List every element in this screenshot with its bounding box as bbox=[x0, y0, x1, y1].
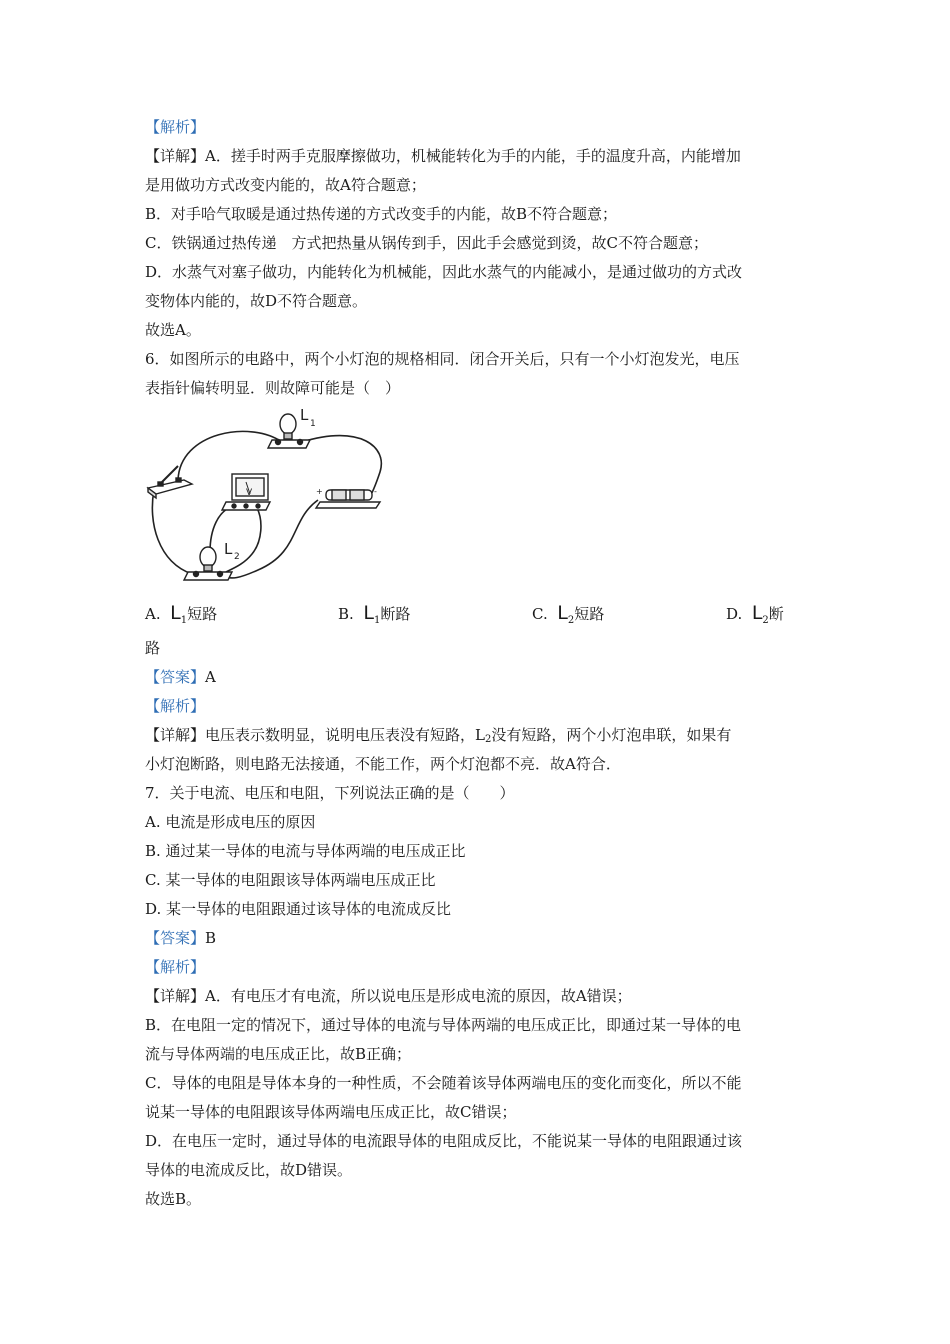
voltmeter-symbol: V bbox=[246, 488, 253, 498]
q7-conclusion: 故选B。 bbox=[145, 1190, 202, 1208]
q6-detail-line-2: 小灯泡断路，则电路无法接通，不能工作，两个灯泡都不亮．故A符合． bbox=[145, 755, 621, 773]
q6-option-b: B. $L_1$断路 bbox=[338, 602, 411, 626]
wire-voltmeter-to-l2-right bbox=[226, 506, 261, 572]
label-l1-sub: 1 bbox=[310, 419, 316, 429]
label-l1: L bbox=[300, 406, 309, 424]
q5-detail-line-2: 是用做功方式改变内能的，故A符合题意； bbox=[145, 176, 426, 194]
q7-detail-line-3: 流与导体两端的电压成正比，故B正确； bbox=[145, 1045, 412, 1063]
q5-detail-line-1: 【详解】A．搓手时两手克服摩擦做功，机械能转化为手的内能，手的温度升高，内能增加 bbox=[145, 147, 741, 165]
q5-detail-line-4: C．铁锅通过热传递 方式把热量从锅传到手，因此手会感觉到烫，故C不符合题意； bbox=[145, 234, 708, 252]
q6-analysis-tag: 【解析】 bbox=[145, 697, 206, 715]
q5-detail-tag: 【详解】 bbox=[145, 147, 206, 165]
battery bbox=[316, 490, 380, 508]
q6-detail-line-1: 【详解】电压表示数明显，说明电压表没有短路，$L_2$没有短路，两个小灯泡串联，如果有 bbox=[145, 726, 732, 745]
q6-option-a: A. $L_1$短路 bbox=[145, 602, 218, 626]
q7-detail-line-4: C．导体的电阻是导体本身的一种性质，不会随着该导体两端电压的变化而变化，所以不能 bbox=[145, 1074, 742, 1092]
wire-switch-to-l1 bbox=[178, 431, 282, 480]
q7-answer-value: B bbox=[205, 929, 217, 947]
switch bbox=[148, 466, 192, 498]
q7-option-a: A. 电流是形成电压的原因 bbox=[145, 813, 316, 831]
q7-analysis-tag: 【解析】 bbox=[145, 958, 206, 976]
label-l2-sub: 2 bbox=[234, 552, 240, 562]
q7-answer bbox=[145, 928, 216, 948]
q7-stem: 7．关于电流、电压和电阻，下列说法正确的是（ ） bbox=[145, 784, 515, 802]
q7-detail-line-6: D．在电压一定时，通过导体的电流跟导体的电阻成反比，不能说某一导体的电阻跟通过该 bbox=[145, 1132, 743, 1150]
q7-option-b: B. 通过某一导体的电流与导体两端的电压成正比 bbox=[145, 842, 466, 860]
q6-option-d-wrap: 路 bbox=[145, 639, 161, 657]
q7-option-d: D. 某一导体的电阻跟通过该导体的电流成反比 bbox=[145, 900, 452, 918]
q6-answer-value: A bbox=[205, 668, 216, 686]
wire-switch-to-l2 bbox=[152, 490, 192, 574]
q5-detail-line-3: B．对手哈气取暖是通过热传递的方式改变手的内能，故B不符合题意； bbox=[145, 205, 618, 223]
q7-answer-tag: 【答案】 bbox=[145, 929, 206, 947]
q6-answer bbox=[145, 667, 216, 687]
q5-analysis-tag: 【解析】 bbox=[145, 118, 206, 136]
battery-plus: + bbox=[316, 487, 323, 496]
q6-stem-line-1: 6．如图所示的电路中，两个小灯泡的规格相同．闭合开关后，只有一个小灯泡发光，电压 bbox=[145, 350, 740, 368]
q6-answer-tag: 【答案】 bbox=[145, 668, 206, 686]
q7-detail-line-5: 说某一导体的电阻跟该导体两端电压成正比，故C错误； bbox=[145, 1103, 517, 1121]
q5-detail-line-6: 变物体内能的，故D不符合题意。 bbox=[145, 292, 368, 310]
circuit-diagram bbox=[140, 402, 390, 587]
q5-conclusion: 故选A。 bbox=[145, 321, 201, 339]
q7-detail-line-7: 导体的电流成反比，故D错误。 bbox=[145, 1161, 353, 1179]
q6-option-c: C. $L_2$短路 bbox=[532, 602, 605, 626]
q7-detail-line-1: 【详解】A．有电压才有电流，所以说电压是形成电流的原因，故A错误； bbox=[145, 987, 632, 1005]
q6-stem-line-2: 表指针偏转明显．则故障可能是（ ） bbox=[145, 379, 401, 397]
q5-detail-line-5: D．水蒸气对塞子做功，内能转化为机械能，因此水蒸气的内能减小，是通过做功的方式改 bbox=[145, 263, 743, 281]
label-l2: L bbox=[224, 540, 233, 558]
q7-detail-tag: 【详解】 bbox=[145, 987, 206, 1005]
q6-detail-tag: 【详解】 bbox=[145, 726, 206, 744]
q7-option-c: C. 某一导体的电阻跟该导体两端电压成正比 bbox=[145, 871, 436, 889]
battery-minus: - bbox=[374, 487, 377, 496]
q7-detail-line-2: B．在电阻一定的情况下，通过导体的电流与导体两端的电压成正比，即通过某一导体的电 bbox=[145, 1016, 742, 1034]
q6-option-d: D. $L_2$断 bbox=[726, 602, 784, 626]
